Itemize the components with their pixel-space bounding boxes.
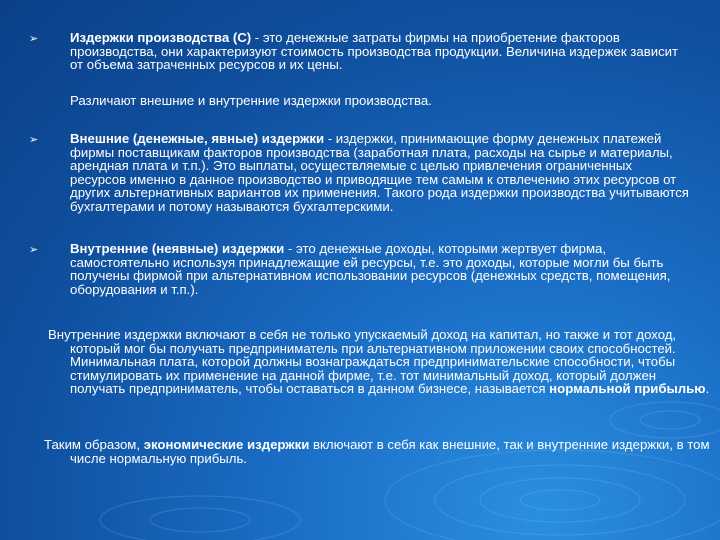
paragraph-external-costs: Внешние (денежные, явные) издержки - издержки, принимающие форму денежных платежей фирмы поставщикам факторов производства (заработная плата, расходы на сырье и материалы, арендная плата и т.п.). Это выплаты, осуществляемые с целью привлечения ограниченных ресурсов именно в данное производство и приводящие тем самым к отвлечению этих ресурсов от других альтернативных вариантов их применения. Такого рода издержки производства учитываются бухгалтерами и потому называются бухгалтерскими. — [70, 131, 689, 214]
paragraph-cost-types-intro: Различают внешние и внутренние издержки производства. — [70, 93, 432, 108]
term-internal-costs: Внутренние (неявные) издержки — [70, 241, 285, 256]
term-economic-costs: экономические издержки — [143, 437, 310, 452]
bullet-arrow-icon: ➢ — [29, 134, 39, 146]
paragraph-economic-costs: Таким образом, экономические издержки включают в себя как внешние, так и внутренние издержки, в том числе нормальную прибыль. — [44, 437, 710, 466]
paragraph-production-costs: Издержки производства (С) - это денежные затраты фирмы на приобретение факторов производства, они характеризуют стоимость производства продукции. Величина издержек зависит от объема затраченных ресурсов и их цены. — [70, 30, 679, 73]
bullet-arrow-icon: ➢ — [29, 33, 39, 45]
term-production-costs: Издержки производства (С) — [70, 30, 252, 45]
term-normal-profit: нормальной прибылью — [549, 381, 706, 397]
paragraph-normal-profit: Внутренние издержки включают в себя не только упускаемый доход на капитал, но также и тот доход, который мог бы получать предприниматель при альтернативном приложении своих способностей. Минимальная плата, которой должны вознаграждаться предпринимательские способности, чтобы стимулировать их применение на данной фирме, т.е. тот минимальный доход, который должен получать предприниматель, чтобы оставаться в данном бизнесе, называется нормальной прибылью. — [48, 327, 710, 397]
bullet-arrow-icon: ➢ — [29, 244, 39, 256]
paragraph-internal-costs: Внутренние (неявные) издержки - это денежные доходы, которыми жертвует фирма, самостоятельно используя принадлежащие ей ресурсы, т.е. это доходы, которые могли бы быть получены фирмой при альтернативном использовании ресурсов (денежных средств, помещения, оборудования и т.п.). — [70, 241, 671, 297]
term-external-costs: Внешние (денежные, явные) издержки — [70, 131, 325, 146]
